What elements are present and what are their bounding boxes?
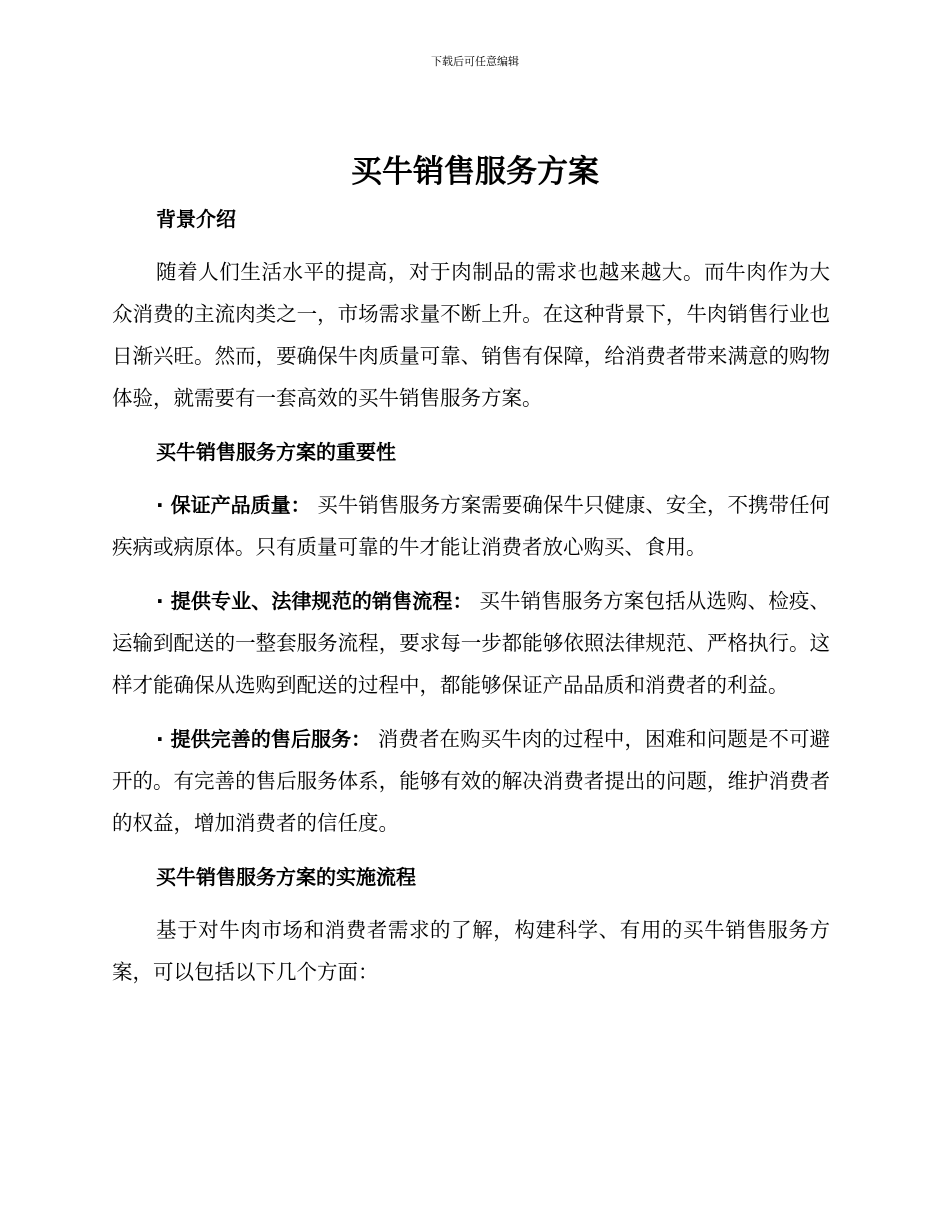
- bullet-item-process: [112, 580, 830, 706]
- bullet-text: 买牛销售服务方案包括从选购、检疫、运输到配送的一整套服务流程，要求每一步都能够依照法律规范、严格执行。这样才能确保从选购到配送的过程中，都能够保证产品品质和消费者的利益。: [112, 589, 831, 697]
- bullet-label: · 提供完善的售后服务：: [156, 727, 372, 751]
- bullet-item-aftersales: [112, 718, 830, 844]
- background-paragraph: 随着人们生活水平的提高，对于肉制品的需求也越来越大。而牛肉作为大众消费的主流肉类之一，市场需求量不断上升。在这种背景下，牛肉销售行业也日渐兴旺。然而，要确保牛肉质量可靠、销售有保障，给消费者带来满意的购物体验，就需要有一套高效的买牛销售服务方案。: [112, 260, 830, 410]
- section-heading-importance: 买牛销售服务方案的重要性: [156, 440, 396, 464]
- document-title: 买牛销售服务方案: [351, 154, 599, 190]
- implementation-paragraph: 基于对牛肉市场和消费者需求的了解，构建科学、有用的买牛销售服务方案，可以包括以下几个方面：: [112, 918, 830, 984]
- bullet-text: 买牛销售服务方案需要确保牛只健康、安全，不携带任何疾病或病原体。只有质量可靠的牛才能让消费者放心购买、食用。: [112, 493, 831, 559]
- page-header: 下载后可任意编辑: [431, 55, 519, 68]
- bullet-text: 消费者在购买牛肉的过程中，困难和问题是不可避开的。有完善的售后服务体系，能够有效的解决消费者提出的问题，维护消费者的权益，增加消费者的信任度。: [112, 727, 830, 835]
- bullet-item-quality: [112, 484, 830, 568]
- section-heading-background: 背景介绍: [156, 207, 236, 231]
- bullet-label: · 保证产品质量：: [156, 493, 311, 517]
- document-body: [112, 198, 830, 993]
- bullet-label: · 提供专业、法律规范的销售流程：: [156, 589, 473, 613]
- section-heading-implementation: 买牛销售服务方案的实施流程: [156, 865, 416, 889]
